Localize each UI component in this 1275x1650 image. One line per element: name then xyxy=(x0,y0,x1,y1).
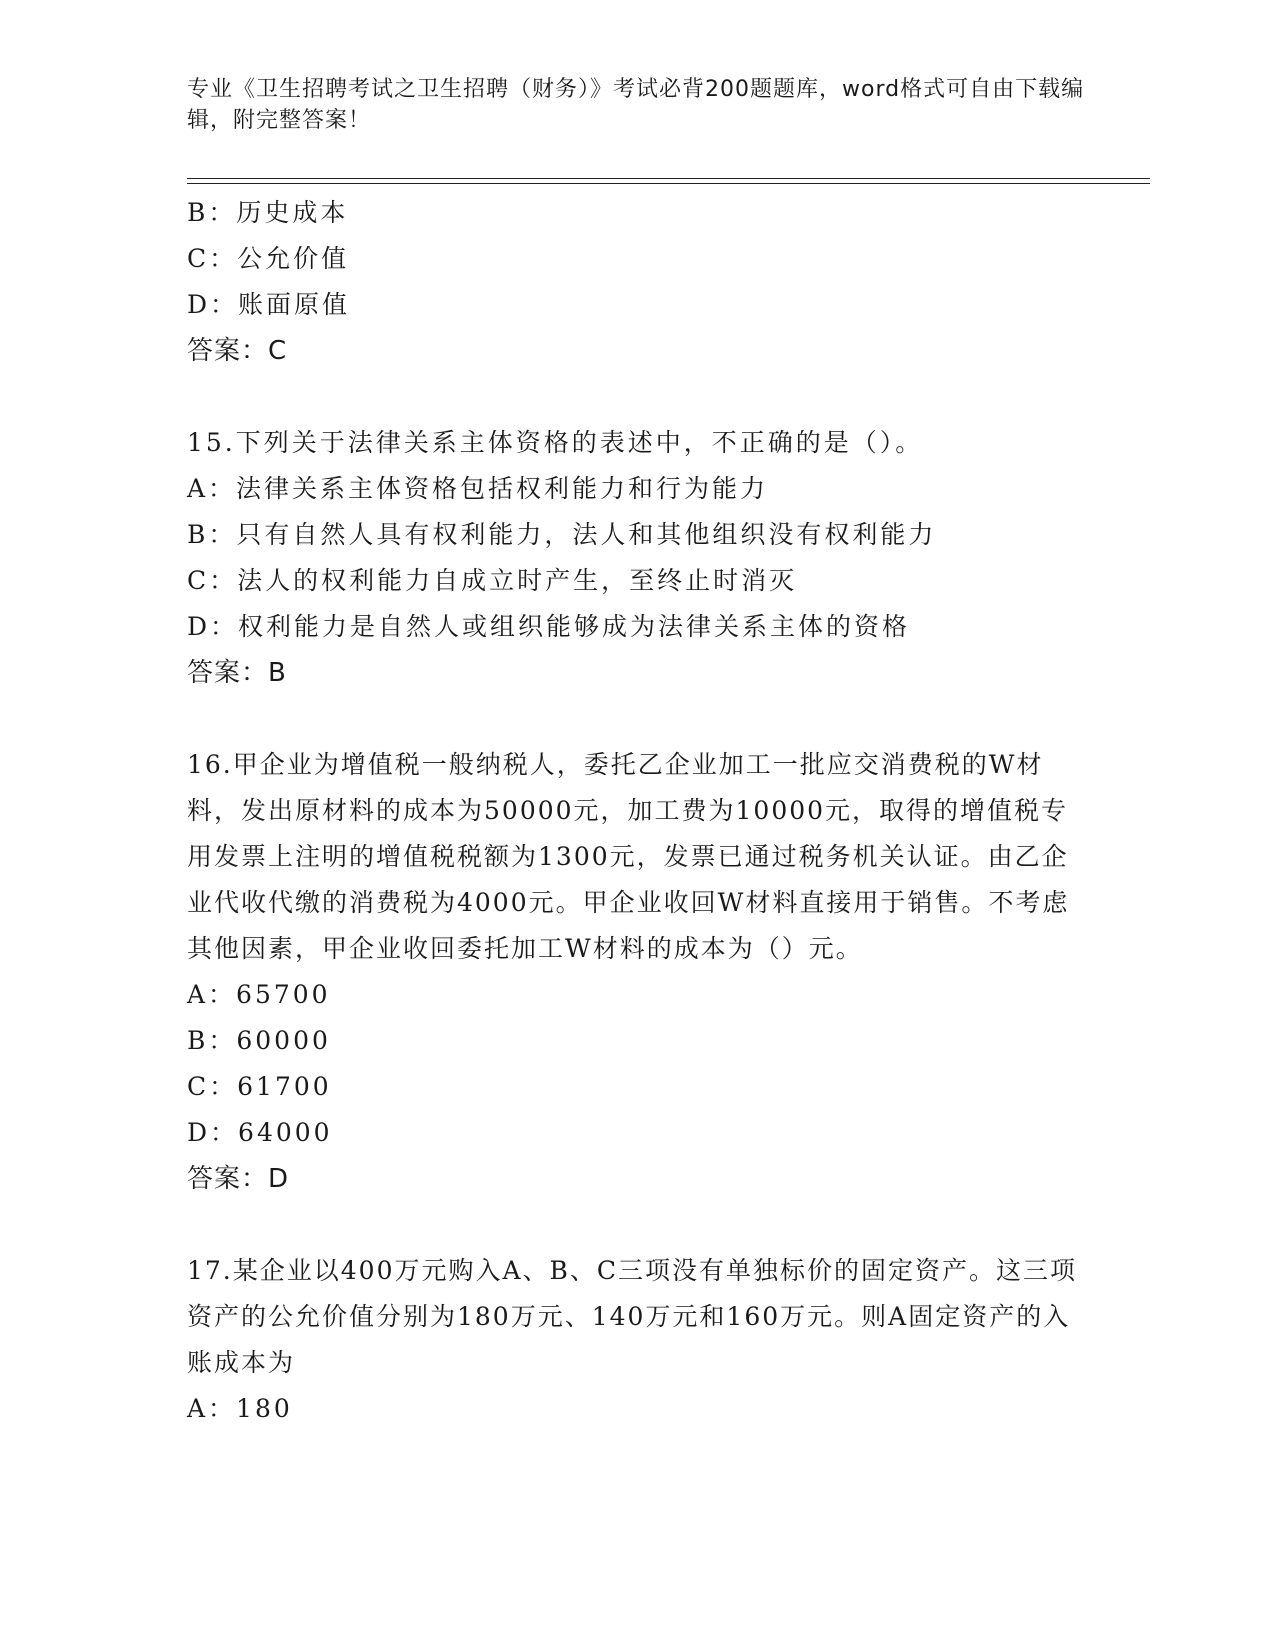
spacer xyxy=(187,1202,1087,1248)
option-b: B：60000 xyxy=(187,1026,331,1055)
answer-line: 答案：D xyxy=(187,1164,290,1194)
document-body xyxy=(187,190,1087,1432)
option-d: D：64000 xyxy=(187,1118,333,1147)
question-stem: 16.甲企业为增值税一般纳税人，委托乙企业加工一批应交消费税的W材料，发出原材料的成本为50000元，加工费为10000元，取得的增值税专用发票上注明的增值税税额为1300元，发票已通过税务机关认证。由乙企业代收代缴的消费税为4000元。甲企业收回W材料直接用于销售。不考虑其他因素，甲企业收回委托加工W材料的成本为（）元。 xyxy=(187,750,1070,963)
question-17 xyxy=(187,1248,1087,1432)
option-c: C：法人的权利能力自成立时产生，至终止时消灭 xyxy=(187,566,798,595)
question-stem: 15.下列关于法律关系主体资格的表述中，不正确的是（）。 xyxy=(187,428,924,457)
question-15 xyxy=(187,420,1087,696)
document-header: 专业《卫生招聘考试之卫生招聘（财务）》考试必背200题题库，word格式可自由下载编辑，附完整答案！ xyxy=(187,77,1085,133)
answer-line: 答案：C xyxy=(187,336,288,366)
question-16 xyxy=(187,742,1087,1202)
header-divider xyxy=(187,178,1150,184)
option-b: B：历史成本 xyxy=(187,198,349,227)
option-c: C：61700 xyxy=(187,1072,332,1101)
question-14-continued xyxy=(187,190,1087,374)
option-b: B：只有自然人具有权利能力，法人和其他组织没有权利能力 xyxy=(187,520,937,549)
option-d: D：账面原值 xyxy=(187,290,351,319)
spacer xyxy=(187,696,1087,742)
option-a: A：法律关系主体资格包括权利能力和行为能力 xyxy=(187,474,769,503)
option-a: A：65700 xyxy=(187,980,331,1009)
question-stem: 17.某企业以400万元购入A、B、C三项没有单独标价的固定资产。这三项资产的公允价值分别为180万元、140万元和160万元。则A固定资产的入账成本为 xyxy=(187,1256,1078,1377)
answer-line: 答案：B xyxy=(187,658,287,688)
spacer xyxy=(187,374,1087,420)
option-a: A：180 xyxy=(187,1394,293,1423)
option-d: D：权利能力是自然人或组织能够成为法律关系主体的资格 xyxy=(187,612,911,641)
option-c: C：公允价值 xyxy=(187,244,350,273)
